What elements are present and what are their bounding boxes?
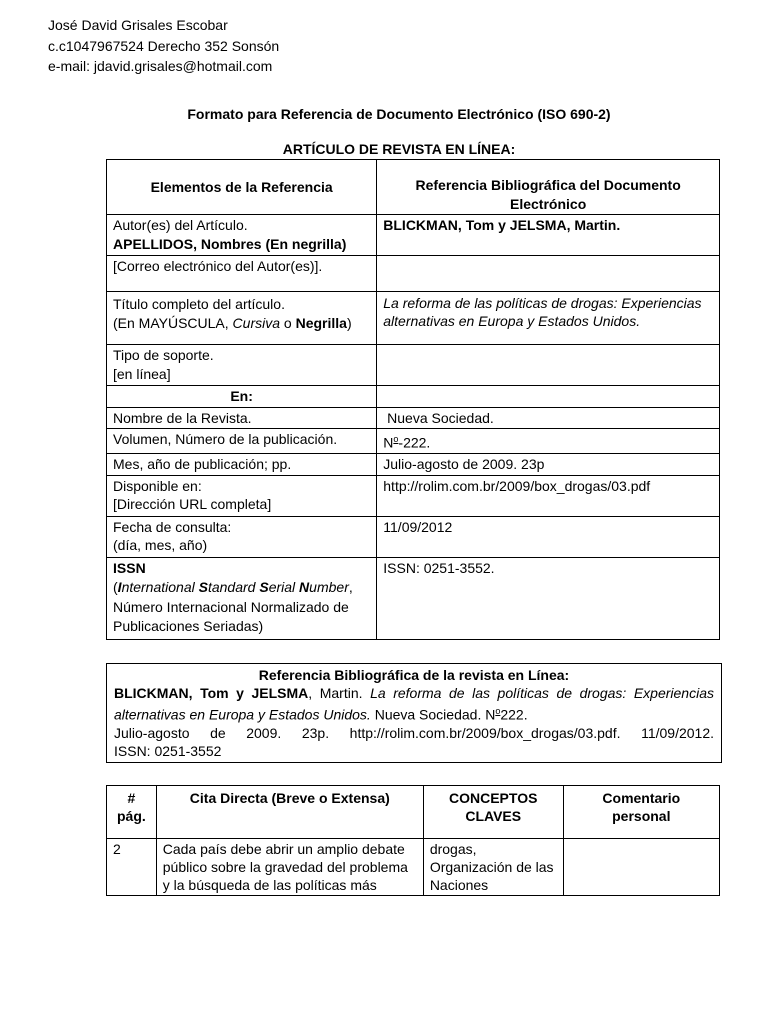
- issn-label-cell: ISSN (International Standard Serial Number, Número Internacional Normalizado de Publicaciones Seriadas): [107, 557, 377, 639]
- magazine-label-cell: Nombre de la Revista.: [107, 407, 377, 429]
- support-value-cell: [377, 345, 720, 386]
- cite-header-comment: Comentario personal: [563, 786, 719, 839]
- volume-value-cell: $N^o-222$.: [377, 429, 720, 454]
- date-label-cell: Mes, año de publicación; pp.: [107, 454, 377, 476]
- reference-table: [106, 159, 720, 640]
- cite-comment-cell: [563, 839, 719, 896]
- author-value-cell: BLICKMAN, Tom y JELSMA, Martin.: [377, 215, 720, 256]
- section-title: ARTÍCULO DE REVISTA EN LÍNEA:: [282, 141, 516, 157]
- title-label-cell: Título completo del artículo. (En MAYÚSCULA, Cursiva o Negrilla): [107, 292, 377, 345]
- cite-quote-cell: Cada país debe abrir un amplio debate público sobre la gravedad del problema y la búsqueda de las políticas más: [156, 839, 423, 896]
- citation-table: [106, 785, 720, 896]
- bibliographic-reference-box: [106, 663, 722, 763]
- issn-value-cell: ISSN: 0251-3552.: [377, 557, 720, 639]
- ref-box-citation: BLICKMAN, Tom y JELSMA, Martin. La reforma de las políticas de drogas: Experiencias alternativas en Europa y Estados Unidos. Nueva Sociedad. $N^o222$.: [114, 685, 714, 723]
- col-header-reference: Referencia Bibliográfica del Documento Electrónico: [377, 160, 720, 215]
- title-value-cell: La reforma de las políticas de drogas: Experiencias alternativas en Europa y Estados Unidos.: [377, 292, 720, 345]
- ref-box-heading: Referencia Bibliográfica de la revista en Línea:: [258, 667, 570, 683]
- volume-label-cell: Volumen, Número de la publicación.: [107, 429, 377, 454]
- date-value-cell: Julio-agosto de 2009. 23p: [377, 454, 720, 476]
- cite-concepts-cell: drogas, Organización de las Naciones: [423, 839, 563, 896]
- email-value-cell: [377, 256, 720, 292]
- document-title: Formato para Referencia de Documento Electrónico (ISO 690-2): [187, 106, 611, 122]
- author-id: c.c1047967524 Derecho 352 Sonsón: [48, 37, 280, 54]
- consult-value-cell: 11/09/2012: [377, 516, 720, 557]
- cite-page-cell: 2: [107, 839, 157, 896]
- magazine-value-cell: Nueva Sociedad.: [377, 407, 720, 429]
- support-label-cell: Tipo de soporte. [en línea]: [107, 345, 377, 386]
- author-email: e-mail: jdavid.grisales@hotmail.com: [48, 58, 273, 74]
- cite-header-quote: Cita Directa (Breve o Extensa): [156, 786, 423, 839]
- author-label-cell: Autor(es) del Artículo. APELLIDOS, Nombres (En negrilla): [107, 215, 377, 256]
- cite-header-page: # pág.: [107, 786, 157, 839]
- consult-label-cell: Fecha de consulta: (día, mes, año): [107, 516, 377, 557]
- available-label-cell: Disponible en: [Dirección URL completa]: [107, 475, 377, 516]
- author-header: [48, 15, 279, 77]
- cite-header-concepts: CONCEPTOS CLAVES: [423, 786, 563, 839]
- col-header-elements: Elementos de la Referencia: [107, 160, 377, 215]
- author-name: José David Grisales Escobar: [48, 17, 228, 33]
- en-label-cell: En:: [107, 386, 377, 408]
- email-label-cell: [Correo electrónico del Autor(es)].: [107, 256, 377, 292]
- available-value-cell: http://rolim.com.br/2009/box_drogas/03.pdf: [377, 475, 720, 516]
- ref-box-line4: ISSN: 0251-3552: [114, 742, 222, 759]
- ref-box-line3: Julio-agosto de 2009. 23p. http://rolim.com.br/2009/box_drogas/03.pdf. 11/09/2012.: [114, 724, 714, 741]
